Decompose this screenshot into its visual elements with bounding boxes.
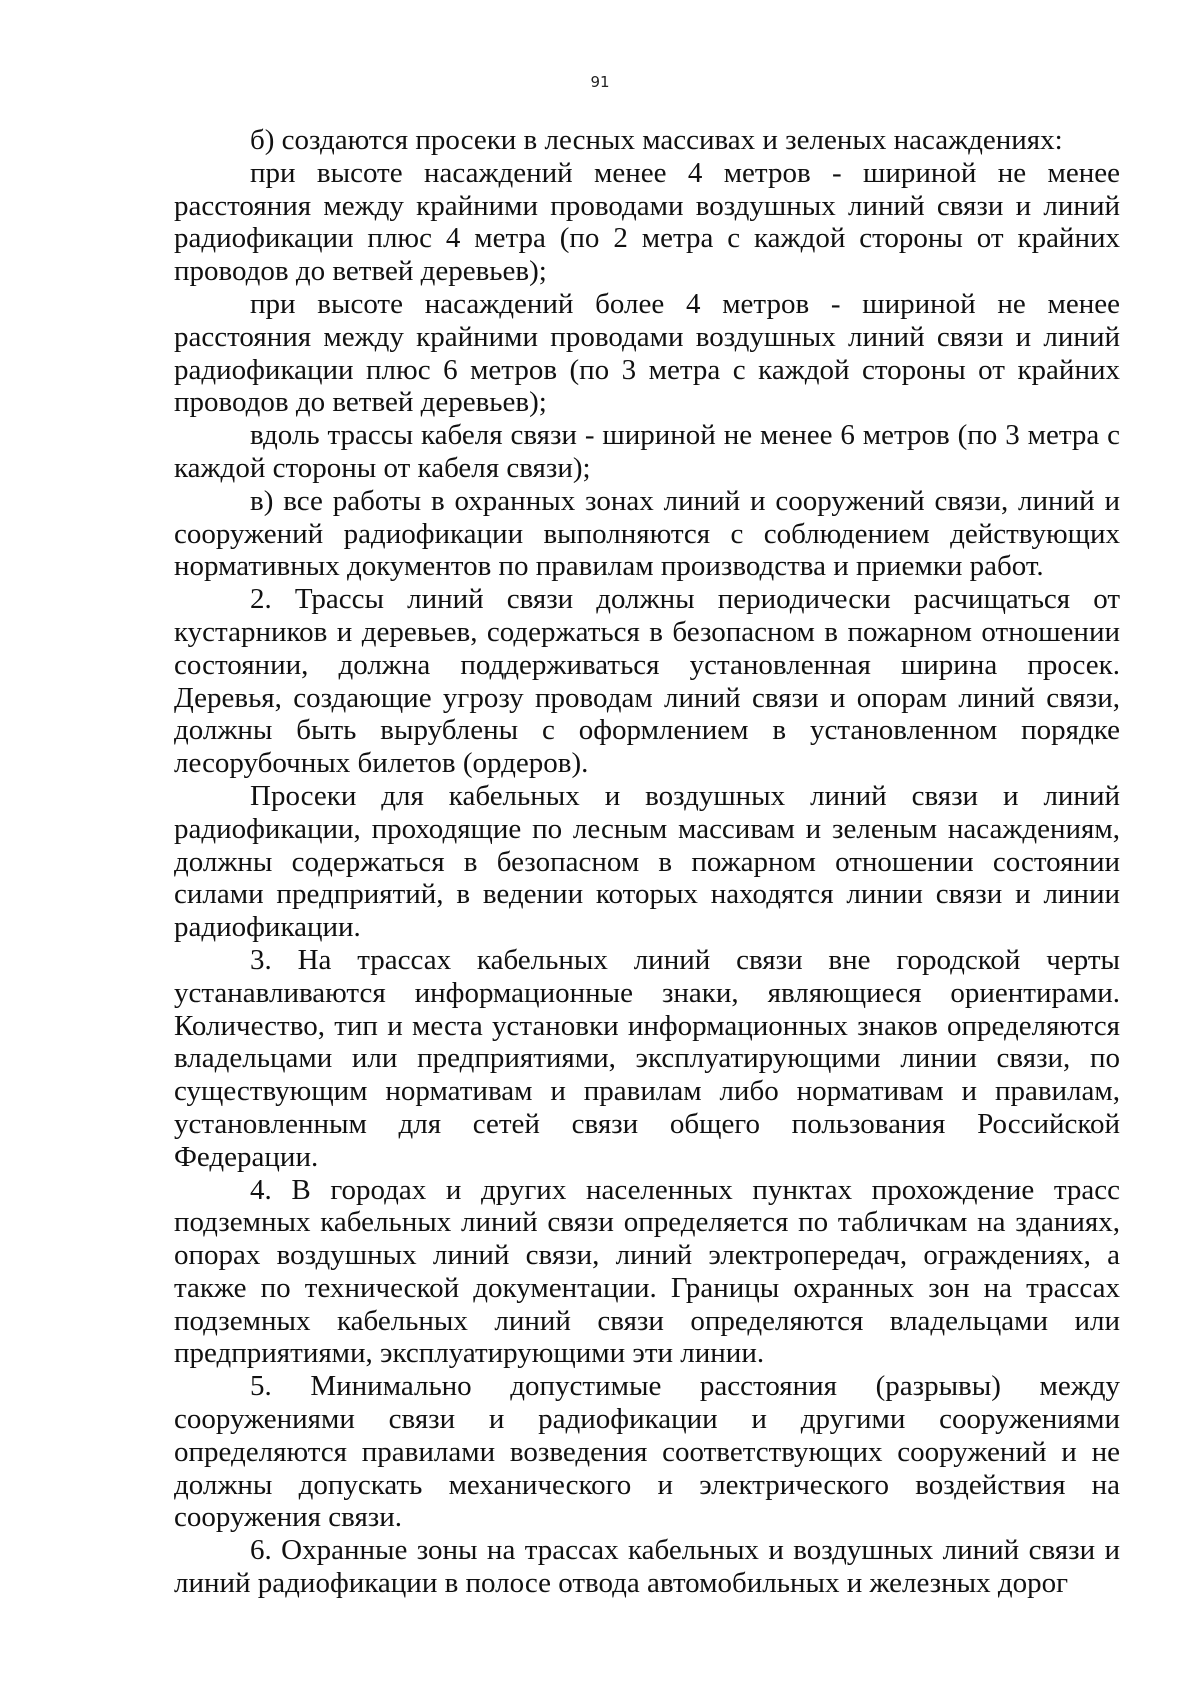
paragraph-clearings-maintenance: Просеки для кабельных и воздушных линий связи и линий радиофикации, проходящие по лесным массивам и зеленым насаждениям, должны содержаться в безопасном в пожарном отношении состоянии силами предприятий, в ведении которых находятся линии связи и линии радиофикации.: [174, 779, 1120, 944]
document-body: [174, 124, 1120, 1600]
paragraph-clearings-intro: б) создаются просеки в лесных массивах и зеленых насаждениях:: [250, 124, 1063, 156]
paragraph-height-under-4m: при высоте насаждений менее 4 метров - шириной не менее расстояния между крайними проводами воздушных линий связи и линий радиофикации плюс 4 метра (по 2 метра с каждой стороны от крайних проводов до ветвей деревьев);: [174, 156, 1120, 288]
paragraph-works-in-zones: в) все работы в охранных зонах линий и сооружений связи, линий и сооружений радиофикации выполняются с соблюдением действующих нормативных документов по правилам производства и приемки работ.: [174, 484, 1120, 583]
page-number: 91: [590, 73, 610, 91]
paragraph-height-over-4m: при высоте насаждений более 4 метров - шириной не менее расстояния между крайними проводами воздушных линий связи и линий радиофикации плюс 6 метров (по 3 метра с каждой стороны от крайних проводов до ветвей деревьев);: [174, 287, 1120, 419]
paragraph-item-4: 4. В городах и других населенных пунктах прохождение трасс подземных кабельных линий связи определяется по табличкам на зданиях, опорах воздушных линий связи, линий электропередач, ограждениях, а также по технической документации. Границы охранных зон на трассах подземных кабельных линий связи определяются владельцами или предприятиями, эксплуатирующими эти линии.: [174, 1173, 1120, 1370]
paragraph-item-3: 3. На трассах кабельных линий связи вне городской черты устанавливаются информационные знаки, являющиеся ориентирами. Количество, тип и места установки информационных знаков определяются владельцами или предприятиями, эксплуатирующими линии связи, по существующим нормативам и правилам либо нормативам и правилам, установленным для сетей связи общего пользования Российской Федерации.: [174, 943, 1120, 1173]
paragraph-item-6: 6. Охранные зоны на трассах кабельных и воздушных линий связи и линий радиофикации в полосе отвода автомобильных и железных дорог: [174, 1534, 1120, 1600]
paragraph-item-5: 5. Минимально допустимые расстояния (разрывы) между сооружениями связи и радиофикации и другими сооружениями определяются правилами возведения соответствующих сооружений и не должны допускать механического и электрического воздействия на сооружения связи.: [174, 1370, 1120, 1534]
paragraph-item-2: 2. Трассы линий связи должны периодически расчищаться от кустарников и деревьев, содержаться в безопасном в пожарном отношении состоянии, должна поддерживаться установленная ширина просек. Деревья, создающие угрозу проводам линий связи и опорам линий связи, должны быть вырублены с оформлением в установленном порядке лесорубочных билетов (ордеров).: [174, 583, 1120, 780]
paragraph-cable-route: вдоль трассы кабеля связи - шириной не менее 6 метров (по 3 метра с каждой стороны от кабеля связи);: [174, 419, 1120, 484]
